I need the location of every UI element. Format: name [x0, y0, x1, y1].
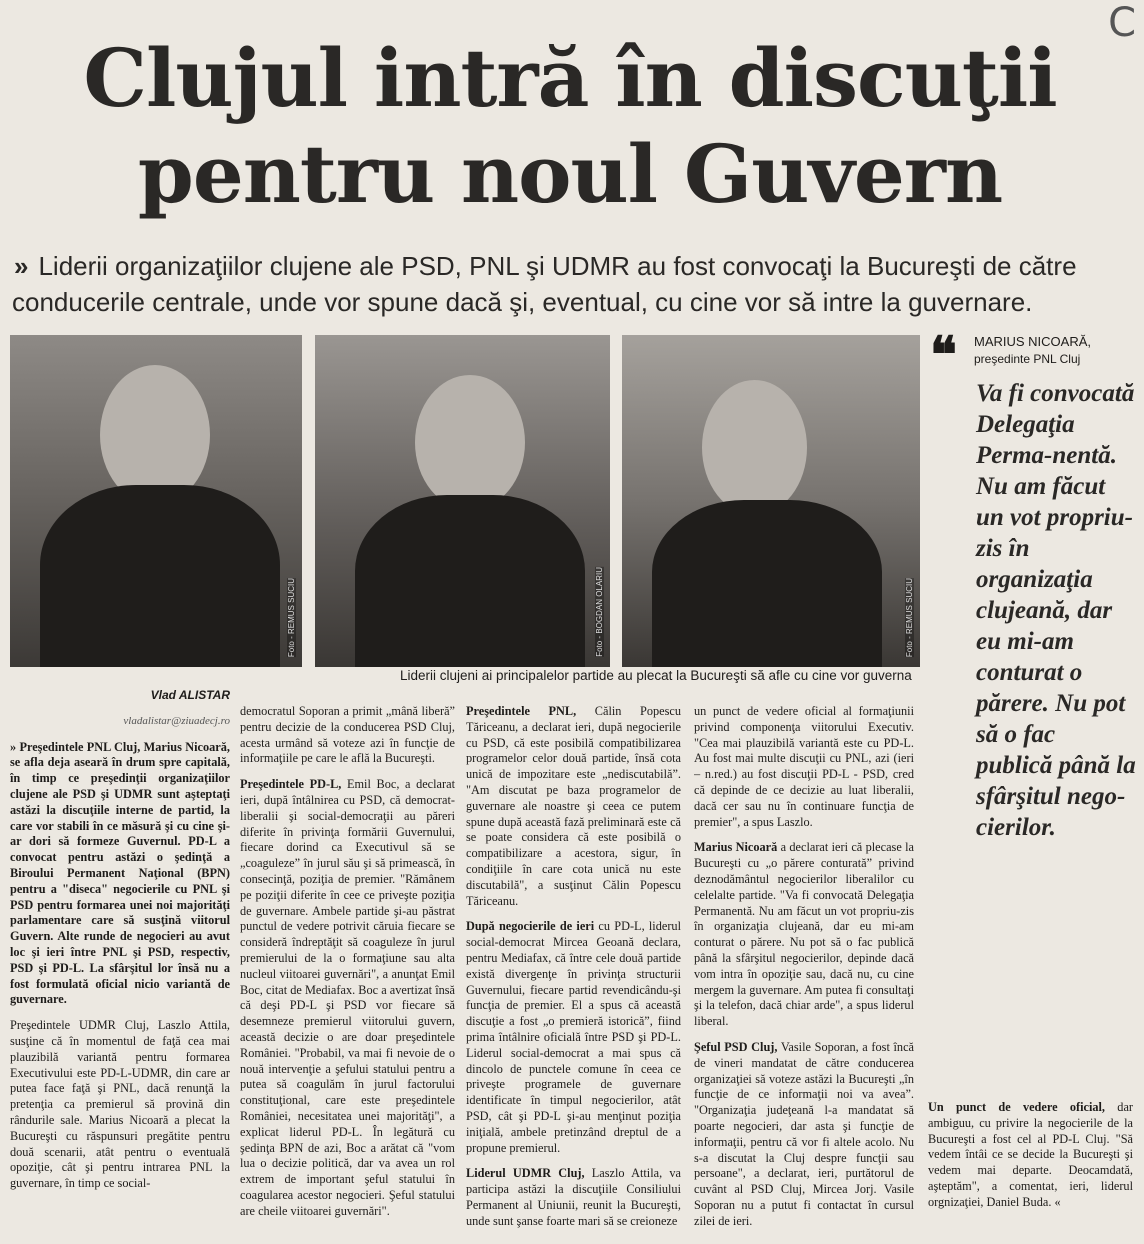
photo-credit: Foto - BOGDAN OLARIU [595, 567, 604, 657]
double-arrow-icon: » [14, 251, 29, 281]
paragraph-lead: Liderul UDMR Cluj, [466, 1166, 585, 1181]
quote-author-role: preşedinte PNL Cluj [974, 352, 1081, 366]
article-paragraph: Şeful PSD Cluj, Vasile Soporan, a fost încă de vineri mandatat de către conducerea organizaţiei să voteze astăzi la Bucureşti „în funcţie de ce informaţii noi va avea”. "Organizaţia judeţeană l-a mandatat să poarte negocieri, dar asta şi funcţie de informaţii, pentru că vor fi altele acolo. Nu s-a discutat la Cluj despre funcţii sau persoane", a declarat, ieri, purtătorul de cuvânt al PSD Cluj, Mircea Jorj. Vasile Soporan nu a putut fi contactat în cursul zilei de ieri. [694, 1039, 914, 1228]
article-paragraph: Liderul UDMR Cluj, Laszlo Attila, va participa astăzi la discuţiile Consiliului Permanent al Uniunii, reunit la Bucureşti, unde sunt şanse foarte mari să se creioneze [466, 1166, 681, 1228]
portrait-body [652, 500, 882, 667]
photo-leader-2 [315, 335, 610, 667]
article-column-3 [466, 704, 681, 1244]
side-note-lead: Un punct de vedere oficial, [928, 1100, 1106, 1114]
quote-text: Va fi convocată Delegaţia Perma-nentă. Nu am făcut un vot propriu-zis în organizaţia clujeană, dar eu mi-am conturat o părere. Nu pot să o fac publică până la sfârşitul nego-cierilor. [976, 380, 1136, 841]
article-paragraph: După negocierile de ieri cu PD-L, liderul social-democrat Mircea Geoană declara, pentru Mediafax, că între cele două partide există divergenţe în privinţa structurii Guvernului, fiecare partid revendicându-şi funcţia de premier. El a spus că această discuţie a fost „o premieră istorică”, fiind prima întâlnire oficială între PSD şi PD-L. Liderul social-democrat a mai spus că dincolo de punctele comune în ceea ce priveşte programele de guvernare identificate în timpul negocierilor, atât PSD, cât şi PD-L şi-au menţinut poziţia iniţială, ambele pretinzând dreptul de a propune premierul. [466, 919, 681, 1155]
article-paragraph: Preşedintele UDMR Cluj, Laszlo Attila, susţine că în momentul de faţă cea mai plauzibilă variantă pentru formarea Executivului este PD-L-UDMR, din care ar putea face faţă şi PNL, dacă renunţă la pretenţia ca premierul să provină din rândurile sale. Marius Nicoară a plecat la Bucureşti cu răspunsuri pregătite pentru două scenarii, atât pentru o eventuală opoziţie, cât şi pentru intrarea PNL la guvernare, în timp ce social- [10, 1018, 230, 1191]
quote-mark-icon: ❝ [930, 325, 957, 384]
article-column-2 [240, 704, 455, 1244]
lead-paragraph [12, 248, 1132, 320]
paragraph-lead: Şeful PSD Cluj, [694, 1039, 778, 1054]
portrait-head [702, 380, 807, 515]
article-paragraph: Preşedintele PNL, Călin Popescu Tăriceanu, a declarat ieri, după negocierile cu PSD, că este posibilă compatibilizarea programelor celor două partide, însă cota unică de impozitare este „nediscutabilă”. "Am discutat pe baza programelor de guvernare ale noastre şi ceea ce putem spune după această fază preliminară este că se poate considera că este posibilă o compatibilizare a acestora, sigur, în condiţiile în care cota unică nu este discutabilă", a susţinut Călin Popescu Tăriceanu. [466, 704, 681, 908]
article-column-1 [10, 688, 230, 1228]
photo-credit: Foto - REMUS SUCIU [287, 577, 296, 657]
headline-line-1: Clujul intră în discuţii [83, 31, 1057, 125]
side-note [928, 1100, 1133, 1211]
byline-author: Vlad ALISTAR [150, 688, 230, 702]
photo-caption: Liderii clujeni ai principalelor partide au plecat la Bucureşti să afle cu cine vor guverna [400, 668, 912, 683]
portrait-head [415, 375, 525, 510]
side-note-text: dar ambiguu, cu privire la negocierile de la Bucureşti a fost cel al PD-L Cluj. "Să vedem întâi ce se decide la Bucureşti şi vedem mai departe. Deocamdată, aşteptăm", a comentat, ieri, liderul orgnizaţiei, Daniel Buda. « [928, 1100, 1134, 1209]
headline-line-2: pentru noul Guvern [137, 127, 1003, 221]
photo-leader-1 [10, 335, 302, 667]
article-column-4 [694, 704, 914, 1244]
headline [20, 30, 1120, 222]
lead-text: Liderii organizaţiilor clujene ale PSD, PNL şi UDMR au fost convocaţi la Bucureşti de către conducerile centrale, unde vor spune dacă şi, eventual, cu cine vor să intre la guvernare. [12, 251, 1077, 317]
portrait-body [355, 495, 585, 667]
article-paragraph: Preşedintele PD-L, Emil Boc, a declarat ieri, după întâlnirea cu PSD, că democrat-liberalii şi social-democraţii au păreri diferite în privinţa formării Guvernului, fiecare dorind ca Executivul să se „coaguleze” în jurul său şi să primească, în consecinţă, poziţia de premier. "Rămânem pe poziţii diferite în cee ce priveşte poziţia de guvernare. Ambele partide şi-au păstrat punctul de vedere potrivit căruia fiecare se consideră îndreptăţit să coaguleze în jurul premierului de la o formaţiune sau alta nucleul viitoarei guvernări", a anunţat Emil Boc, citat de Mediafax. Boc a avertizat însă că deşi PD-L şi PSD vor fiecare să desemneze premierul viitorului guvern, această decizie o are doar preşedintele României. "Probabil, va mai fi nevoie de o nouă intervenţie a şefului statului pentru a putea să coagulăm în jurul factorului constituţional, care este preşedintele României, necesitatea unei majorităţi", a explicat liderul PD-L. În legătură cu şedinţa BPN de azi, Boc a arătat că "vom lua o decizie politică, dar va avea un rol extrem de important şeful statului în coagularea acestor negocieri. Şeful statului are cheile viitoarei guvernări". [240, 777, 455, 1218]
portrait-body [40, 485, 280, 667]
paragraph-lead: Preşedintele PD-L, [240, 777, 342, 792]
article-paragraph: Marius Nicoară a declarat ieri că plecase la Bucureşti cu „o părere conturată” privind deznodământul negocierilor liberalilor cu celelalte partide. "Va fi convocată Delegaţia Permanentă. Nu am făcut un vot propriu-zis în organizaţia clujeană, dar eu mi-am conturat o părere. Nu pot să o fac publică până la sfârşitul negocierilor, depinde dacă vom intra în opoziţie sau, dacă nu, cu cine mergem la guvernare. Am putea fi consultaţi şi la telefon, dacă chiar arde", a spus liderul liberal. [694, 840, 914, 1029]
paragraph-lead: Marius Nicoară [694, 840, 778, 855]
corner-mark: C [1108, 0, 1136, 46]
photo-leader-3 [622, 335, 920, 667]
article-paragraph: un punct de vedere oficial al formaţiunii privind componenţa viitorului Executiv. "Cea mai plauzibilă variantă este cu PD-L. Au fost mai multe discuţii cu PNL, azi (ieri – n.red.) au fost discuţii PD-L - PSD, cred că depinde de ce decizie au luat liberalii, dacă cer sau nu în continuare funcţia de premier", a spus Laszlo. [694, 704, 914, 829]
photo-credit: Foto - REMUS SUCIU [905, 577, 914, 657]
paragraph-lead: Preşedintele PNL, [466, 704, 577, 718]
paragraph-lead: După negocierile de ieri [466, 919, 595, 934]
intro-paragraph: » Preşedintele PNL Cluj, Marius Nicoară, se afla deja aseară în drum spre capitală, în timp ce preşedinţii organizaţiilor clujene ale PSD şi UDMR sunt aşteptaţi astăzi la discuţiile interne de partid, la care vor stabili în ce măsură şi cu cine şi-ar dori să formeze Guvernul. PD-L a convocat pentru astăzi o şedinţă a Biroului Permanent Naţional (BPN) pentru a "diseca" negocierile cu PNL şi PSD pentru formarea unei noi majorităţi parlamentare care să susţină viitorul Guvern. Alte runde de negocieri au avut loc şi ieri între PNL şi PSD, respectiv, PSD şi PD-L. La sfârşitul lor însă nu a fost formulată oficial nicio variantă de guvernare. [10, 739, 230, 1007]
byline-email: vladalistar@ziuadecj.ro [123, 714, 230, 727]
article-paragraph: democratul Soporan a primit „mână liberă” pentru decizie de la conducerea PSD Cluj, acesta urmând să voteze azi în funcţie de informaţiile pe care le află la Bucureşti. [240, 704, 455, 766]
quote-author: MARIUS NICOARĂ, [974, 334, 1092, 349]
portrait-head [100, 365, 210, 505]
